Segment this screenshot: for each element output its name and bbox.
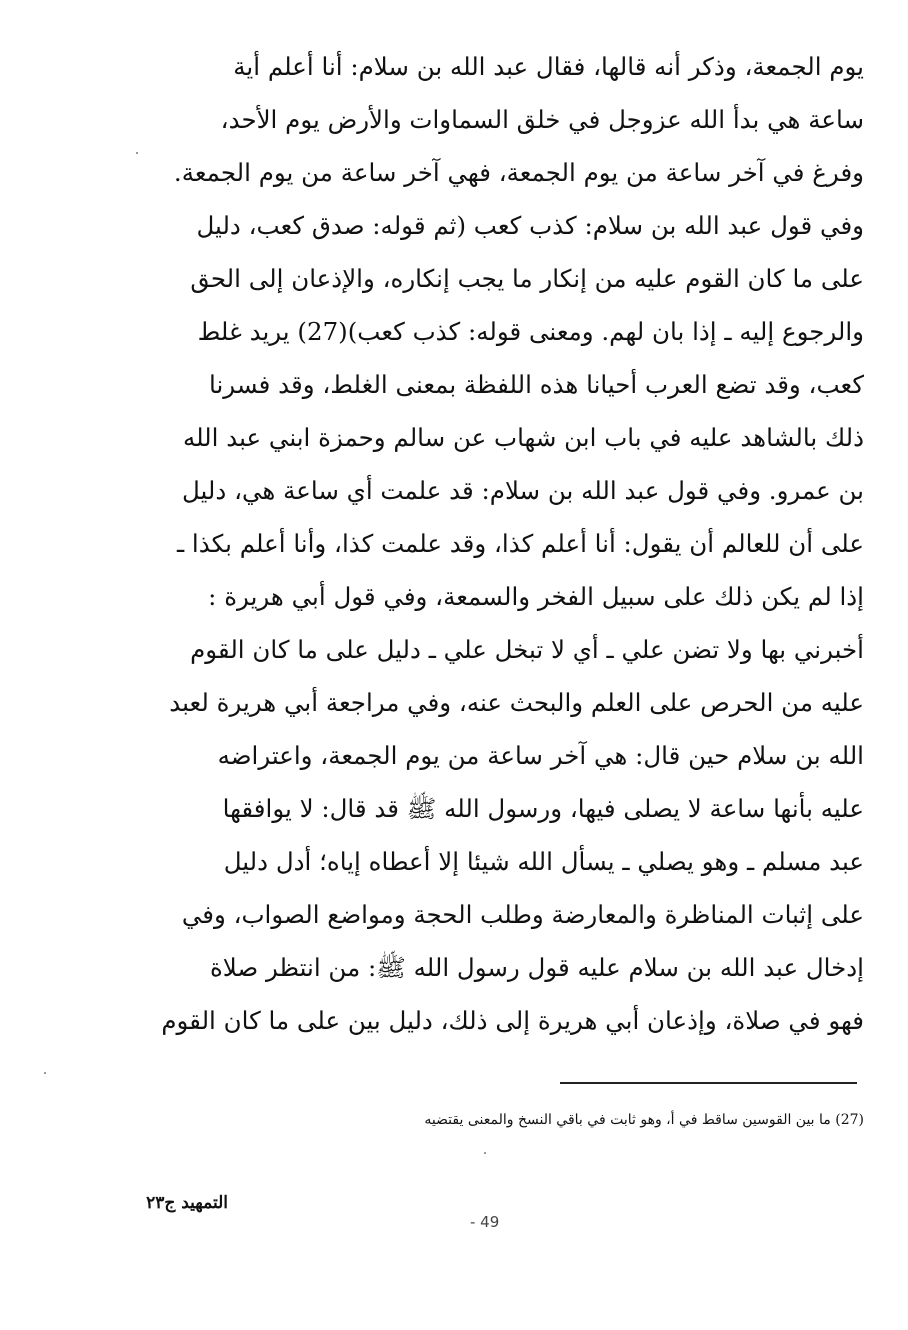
text-line: على إثبات المناظرة والمعارضة وطلب الحجة ومواضع الصواب، وفي [181, 900, 864, 929]
text-line: على ما كان القوم عليه من إنكار ما يجب إنكاره، والإذعان إلى الحق [190, 264, 864, 293]
scan-speck [44, 1072, 46, 1074]
scan-speck [136, 152, 138, 154]
text-line: ساعة هي بدأ الله عزوجل في خلق السماوات والأرض يوم الأحد، [220, 105, 864, 134]
text-line: عليه من الحرص على العلم والبحث عنه، وفي مراجعة أبي هريرة لعبد [169, 688, 864, 717]
text-line: عليه بأنها ساعة لا يصلى فيها، ورسول الله ﷺ قد قال: لا يوافقها [222, 794, 864, 823]
book-signature: التمهيد ج٢٣ [146, 1193, 228, 1213]
text-line: فهو في صلاة، وإذعان أبي هريرة إلى ذلك، دليل بين على ما كان القوم [161, 1006, 864, 1035]
text-line: بن عمرو. وفي قول عبد الله بن سلام: قد علمت أي ساعة هي، دليل [181, 476, 864, 505]
text-line: يوم الجمعة، وذكر أنه قالها، فقال عبد الله بن سلام: أنا أعلم أية [233, 52, 864, 81]
footnote-divider [560, 1082, 857, 1084]
scan-speck [484, 1152, 486, 1154]
footnote: (27) ما بين القوسين ساقط في أ، وهو ثابت في باقي النسخ والمعنى يقتضيه [424, 1112, 864, 1128]
text-line: وفرغ في آخر ساعة من يوم الجمعة، فهي آخر ساعة من يوم الجمعة. [173, 158, 864, 187]
text-line: عبد مسلم ـ وهو يصلي ـ يسأل الله شيئا إلا أعطاه إياه؛ أدل دليل [223, 847, 864, 876]
text-line: وفي قول عبد الله بن سلام: كذب كعب (ثم قوله: صدق كعب، دليل [196, 211, 864, 240]
text-line: إذا لم يكن ذلك على سبيل الفخر والسمعة، وفي قول أبي هريرة : [208, 582, 864, 611]
body-text [128, 40, 864, 1047]
text-line: الله بن سلام حين قال: هي آخر ساعة من يوم الجمعة، واعتراضه [217, 741, 864, 770]
text-line: على أن للعالم أن يقول: أنا أعلم كذا، وقد علمت كذا، وأنا أعلم بكذا ـ [176, 529, 864, 558]
page-number: - 49 [470, 1213, 500, 1231]
text-line: أخبرني بها ولا تضن علي ـ أي لا تبخل علي ـ دليل على ما كان القوم [190, 635, 864, 664]
text-line: إدخال عبد الله بن سلام عليه قول رسول الله ﷺ: من انتظر صلاة [209, 953, 864, 982]
text-line: والرجوع إليه ـ إذا بان لهم. ومعنى قوله: كذب كعب)(27) يريد غلط [197, 317, 864, 346]
text-line: ذلك بالشاهد عليه في باب ابن شهاب عن سالم وحمزة ابني عبد الله [182, 423, 864, 452]
text-line: كعب، وقد تضع العرب أحيانا هذه اللفظة بمعنى الغلط، وقد فسرنا [209, 370, 864, 399]
